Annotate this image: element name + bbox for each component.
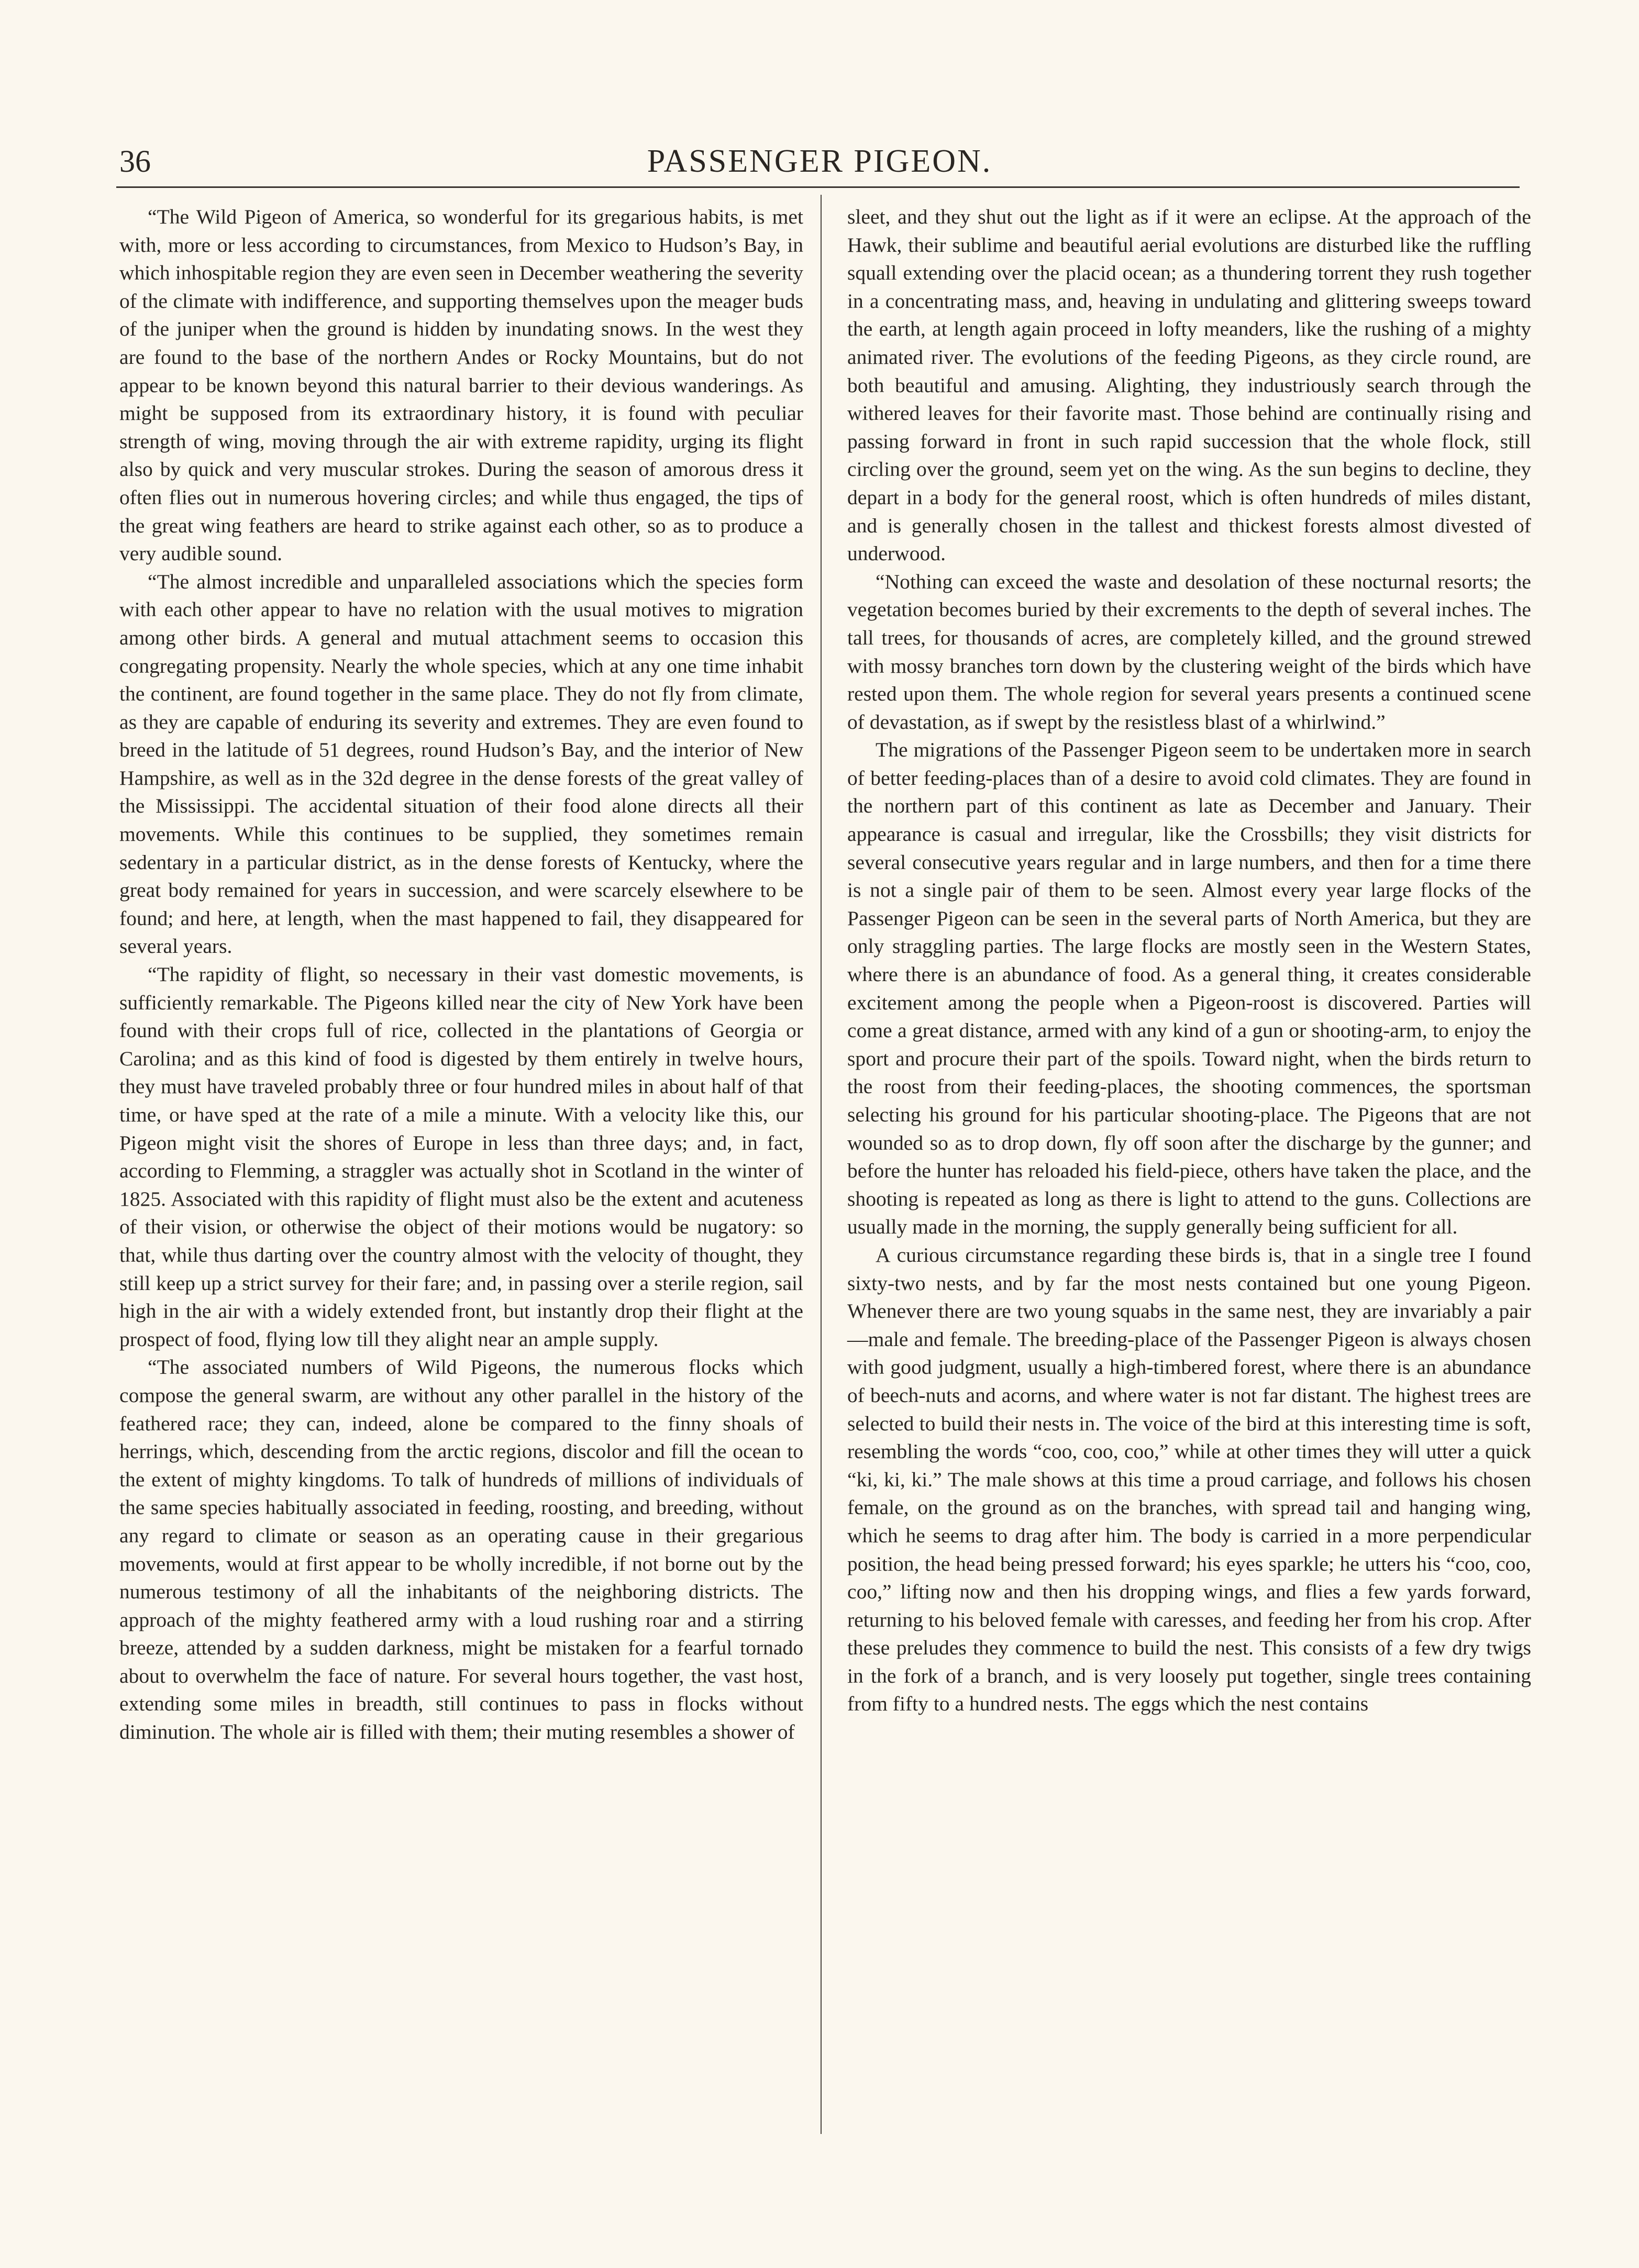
running-title: PASSENGER PIGEON. — [647, 143, 992, 179]
paragraph-continued: sleet, and they shut out the light as if it were an eclipse. At the approach of the Hawk, their sublime and beautiful aerial evolutions are disturbed like the ruffling squall extending over the placid ocean; as a thundering torrent they rush together in a concentrating mass, and, heaving in undulating and glittering sweeps toward the earth, at length again proceed in lofty meanders, like the rushing of a mighty animated river. The evolutions of the feeding Pigeons, as they circle round, are both beautiful and amusing. Alighting, they industriously search through the withered leaves for their favorite mast. Those behind are continually rising and passing forward in front in such rapid succession that the whole flock, still circling over the ground, seem yet on the wing. As the sun begins to decline, they depart in a body for the general roost, which is often hundreds of miles distant, and is generally chosen in the tallest and thickest forests almost divested of underwood. — [847, 205, 1531, 565]
right-column — [847, 203, 1531, 1718]
paragraph: “The Wild Pigeon of America, so wonderful for its gregarious habits, is met with, more or less according to circumstances, from Mexico to Hudson’s Bay, in which inhospitable region they are even seen in December weathering the severity of the climate with indifference, and supporting themselves upon the meager buds of the juniper when the ground is hidden by inundating snows. In the west they are found to the base of the northern Andes or Rocky Mountains, but do not appear to be known beyond this natural barrier to their devious wanderings. As might be supposed from its extraordinary history, it is found with peculiar strength of wing, moving through the air with extreme rapidity, urging its flight also by quick and very muscular strokes. During the season of amorous dress it often flies out in numerous hovering circles; and while thus engaged, the tips of the great wing feathers are heard to strike against each other, so as to produce a very audible sound. — [119, 205, 803, 565]
page-number: 36 — [119, 144, 151, 179]
paragraph: “The associated numbers of Wild Pigeons, the numerous flocks which compose the general swarm, are without any other parallel in the history of the feathered race; they can, indeed, alone be compared to the finny shoals of herrings, which, descending from the arctic regions, discolor and fill the ocean to the extent of mighty kingdoms. To talk of hundreds of millions of individuals of the same species habitually associated in feeding, roosting, and breeding, without any regard to climate or season as an operating cause in their gregarious movements, would at first appear to be wholly incredible, if not borne out by the numerous testimony of all the inhabitants of the neighboring districts. The approach of the mighty feathered army with a loud rushing roar and a stirring breeze, attended by a sudden darkness, might be mistaken for a fearful tornado about to overwhelm the face of nature. For several hours together, the vast host, extending some miles in breadth, still continues to pass in flocks without diminution. The whole air is filled with them; their muting resembles a shower of — [119, 1355, 803, 1744]
header-rule — [116, 186, 1520, 188]
paragraph: The migrations of the Passenger Pigeon seem to be undertaken more in search of better feeding-places than of a desire to avoid cold climates. They are found in the northern part of this continent as late as December and January. Their appearance is casual and irregular, like the Crossbills; they visit districts for several consecutive years regular and in large numbers, and then for a time there is not a single pair of them to be seen. Almost every year large flocks of the Passenger Pigeon can be seen in the several parts of North America, but they are only straggling parties. The large flocks are mostly seen in the Western States, where there is an abundance of food. As a general thing, it creates considerable excitement among the people when a Pigeon-roost is discovered. Parties will come a great distance, armed with any kind of a gun or shooting-arm, to enjoy the sport and procure their part of the spoils. Toward night, when the birds return to the roost from their feeding-places, the shooting commences, the sportsman selecting his ground for his particular shooting-place. The Pigeons that are not wounded so as to drop down, fly off soon after the discharge by the gunner; and before the hunter has reloaded his field-piece, others have taken the place, and the shooting is repeated as long as there is light to attend to the guns. Collections are usually made in the morning, the supply generally being sufficient for all. — [847, 738, 1531, 1239]
column-divider — [821, 195, 822, 2134]
left-column — [119, 203, 803, 1747]
paragraph: A curious circumstance regarding these birds is, that in a single tree I found sixty-two nests, and by far the most nests contained but one young Pigeon. Whenever there are two young squabs in the same nest, they are invariably a pair—male and female. The breeding-place of the Passenger Pigeon is always chosen with good judgment, usually a high-timbered forest, where there is an abundance of beech-nuts and acorns, and where water is not far distant. The highest trees are selected to build their nests in. The voice of the bird at this interesting time is soft, resembling the words “coo, coo, coo,” while at other times they will utter a quick “ki, ki, ki.” The male shows at this time a proud carriage, and follows his chosen female, on the ground as on the branches, with spread tail and hanging wing, which he seems to drag after him. The body is carried in a more perpendicular position, the head being pressed forward; his eyes sparkle; he utters his “coo, coo, coo,” lifting now and then his dropping wings, and flies a few yards forward, returning to his beloved female with caresses, and feeding her from his crop. After these preludes they commence to build the nest. This consists of a few dry twigs in the fork of a branch, and is very loosely put together, single trees containing from fifty to a hundred nests. The eggs which the nest contains — [847, 1243, 1531, 1716]
paragraph: “The rapidity of flight, so necessary in their vast domestic movements, is sufficiently remarkable. The Pigeons killed near the city of New York have been found with their crops full of rice, collected in the plantations of Georgia or Carolina; and as this kind of food is digested by them entirely in twelve hours, they must have traveled probably three or four hundred miles in about half of that time, or have sped at the rate of a mile a minute. With a velocity like this, our Pigeon might visit the shores of Europe in less than three days; and, in fact, according to Flemming, a straggler was actually shot in Scotland in the winter of 1825. Associated with this rapidity of flight must also be the extent and acuteness of their vision, or otherwise the object of their motions would be nugatory: so that, while thus darting over the country almost with the velocity of thought, they still keep up a strict survey for their fare; and, in passing over a sterile region, sail high in the air with a widely extended front, but instantly drop their flight at the prospect of food, flying low till they alight near an ample supply. — [119, 963, 803, 1351]
paragraph: “Nothing can exceed the waste and desolation of these nocturnal resorts; the vegetation becomes buried by their excrements to the depth of several inches. The tall trees, for thousands of acres, are completely killed, and the ground strewed with mossy branches torn down by the clustering weight of the birds which have rested upon them. The whole region for several years presents a continued scene of devastation, as if swept by the resistless blast of a whirlwind.” — [847, 570, 1531, 733]
paragraph: “The almost incredible and unparalleled associations which the species form with each other appear to have no relation with the usual motives to migration among other birds. A general and mutual attachment seems to occasion this congregating propensity. Nearly the whole species, which at any one time inhabit the continent, are found together in the same place. They do not fly from climate, as they are capable of enduring its severity and extremes. They are even found to breed in the latitude of 51 degrees, round Hudson’s Bay, and the interior of New Hampshire, as well as in the 32d degree in the dense forests of the great valley of the Mississippi. The accidental situation of their food alone directs all their movements. While this continues to be supplied, they sometimes remain sedentary in a particular district, as in the dense forests of Kentucky, where the great body remained for years in succession, and were scarcely elsewhere to be found; and here, at length, when the mast happened to fail, they disappeared for several years. — [119, 570, 803, 958]
